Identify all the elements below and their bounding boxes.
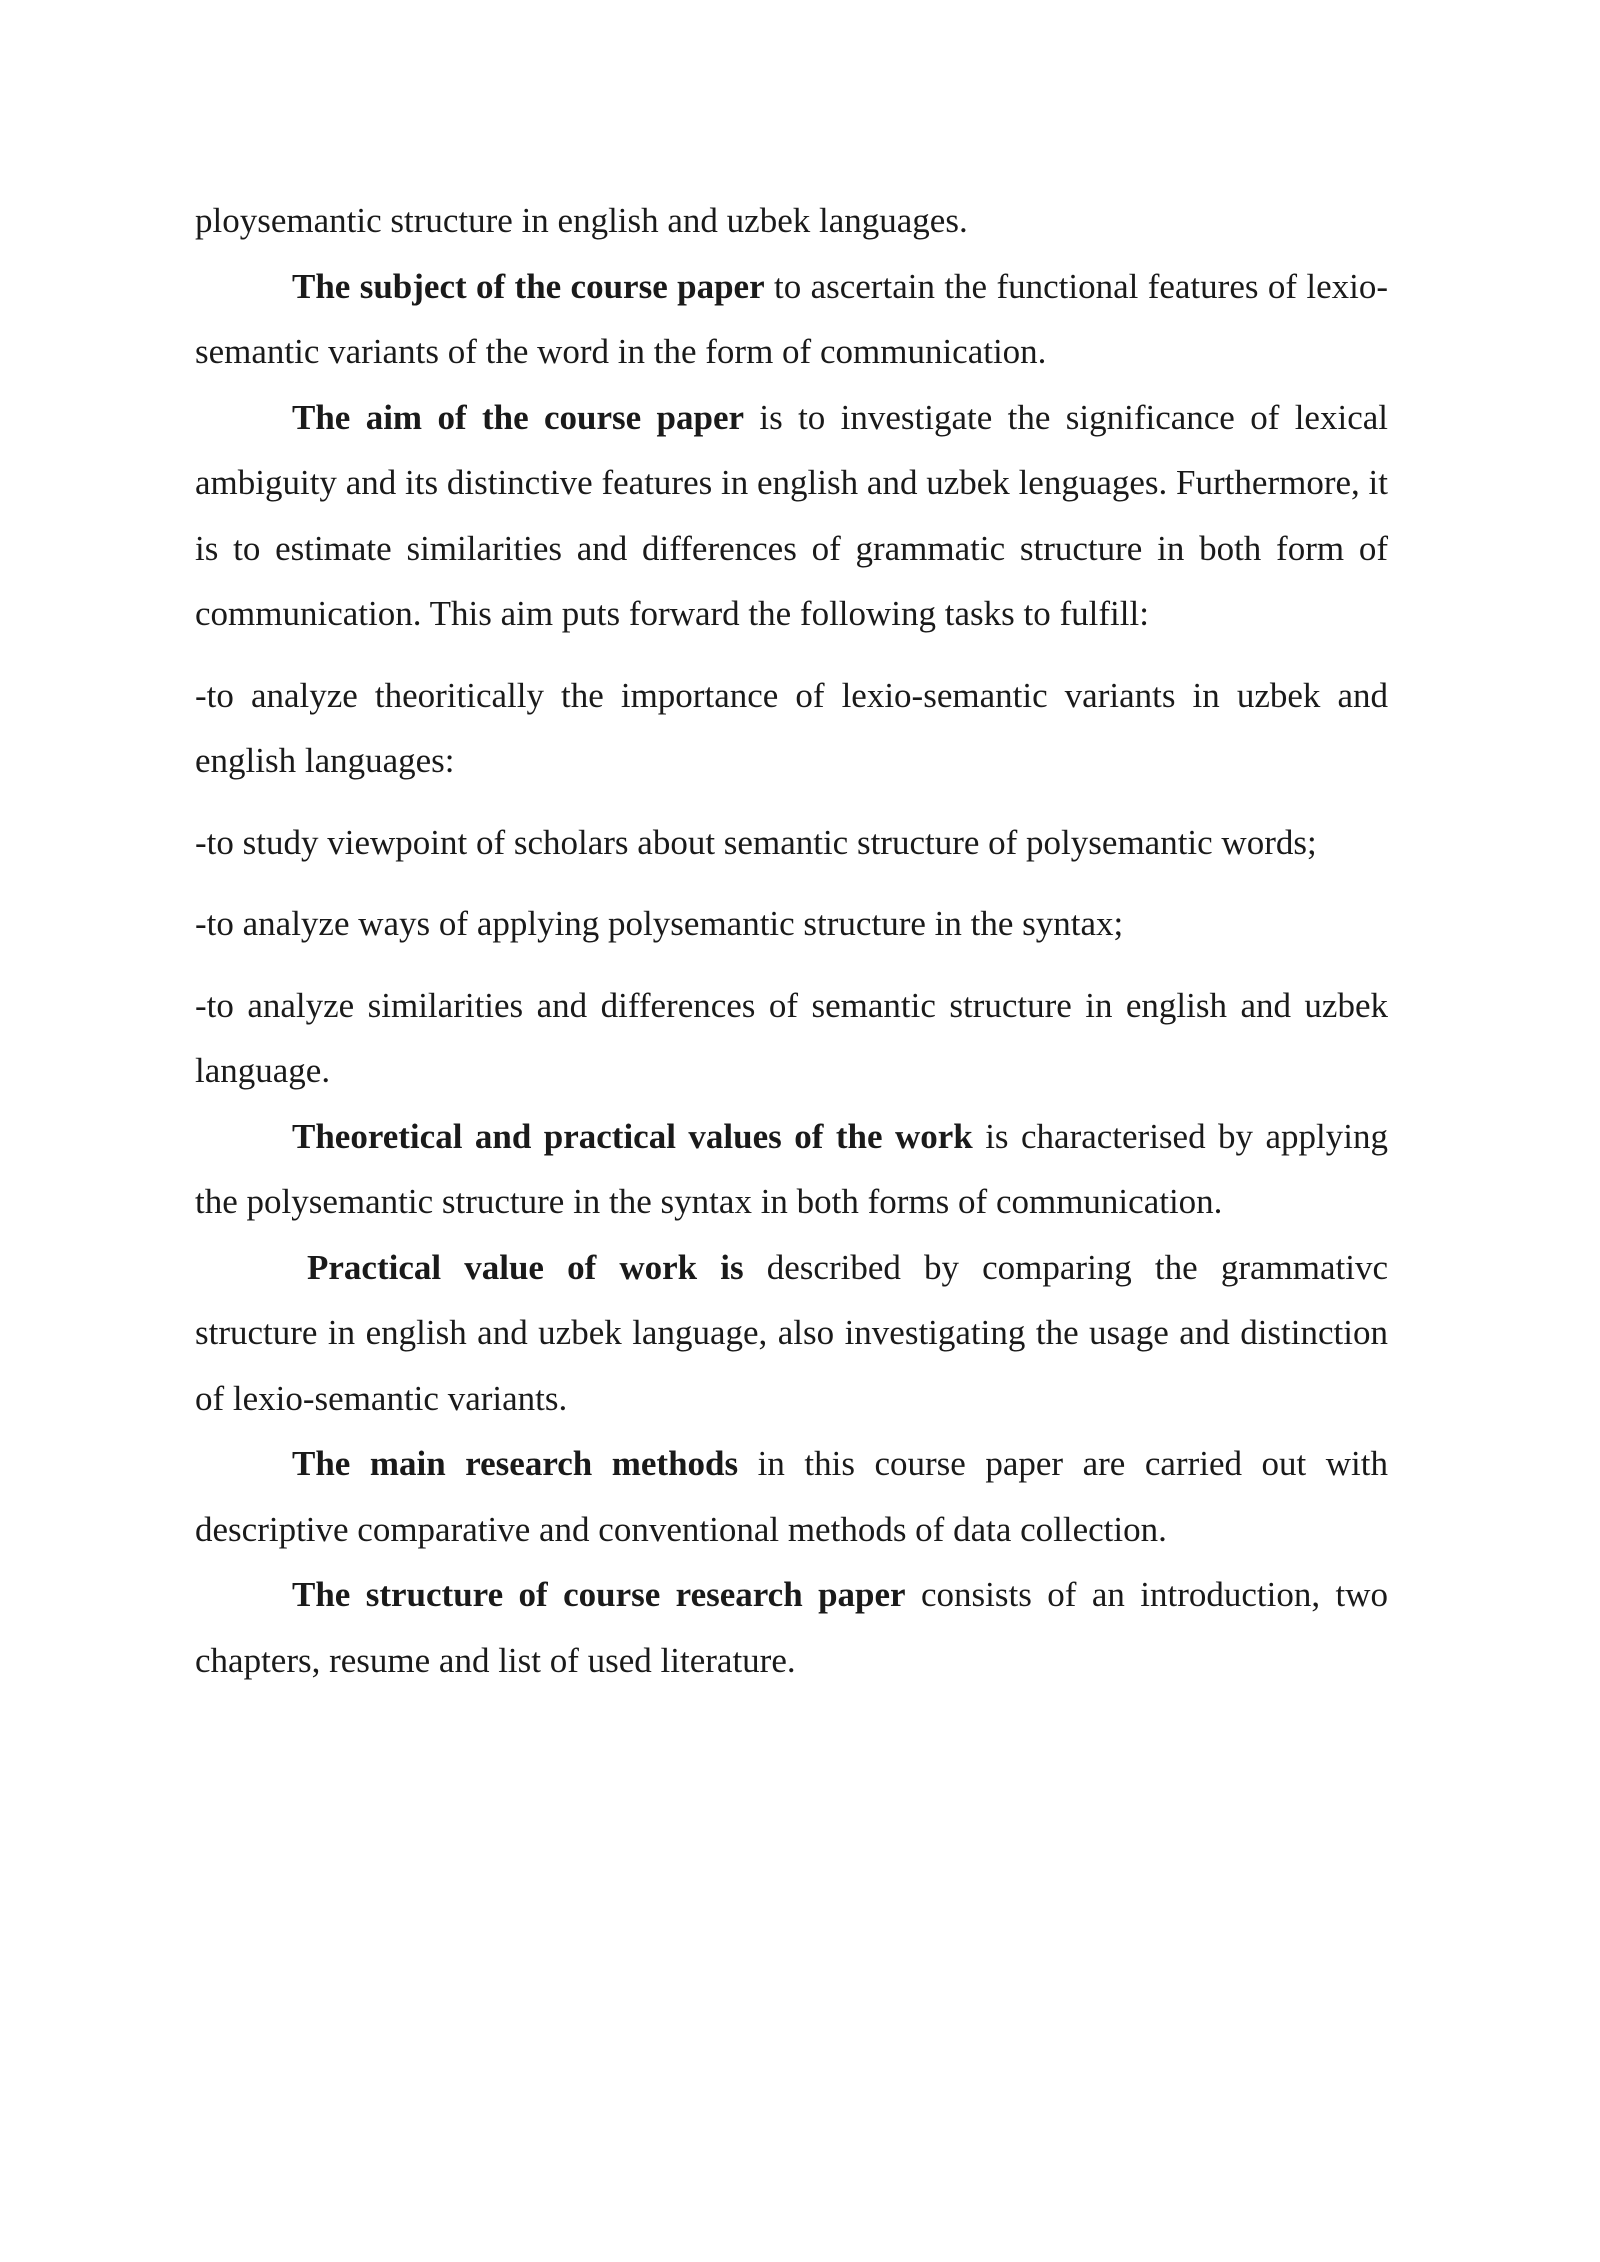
paragraph-text: described by comparing the grammativc structure in english and uzbek language, also investigating the usage and distinction of lexio-semantic variants.	[195, 1247, 1388, 1418]
paragraph-text: ploysemantic structure in english and uzbek languages.	[195, 201, 968, 240]
paragraph-practical-value	[195, 1235, 1388, 1432]
paragraph-text: to ascertain the functional features of lexio-semantic variants of the word in the form of communication.	[195, 266, 1388, 371]
paragraph-text: is to investigate the significance of lexical ambiguity and its distinctive features in english and uzbek lenguages. Furthermore, it is to estimate similarities and differences of grammatic structure in both form of communication. This aim puts forward the following tasks to fulfill:	[195, 397, 1388, 633]
paragraph-continuation	[195, 188, 1388, 254]
task-item	[195, 663, 1388, 794]
task-text: -to analyze ways of applying polysemantic structure in the syntax;	[195, 904, 1124, 943]
task-item	[195, 891, 1388, 957]
paragraph-lead: The aim of the course paper	[292, 397, 745, 437]
paragraph-lead: Practical value of work is	[307, 1247, 744, 1287]
paragraph-subject	[195, 254, 1388, 385]
paragraph-text: in this course paper are carried out with descriptive comparative and conventional methods of data collection.	[195, 1444, 1388, 1549]
paragraph-lead: Theoretical and practical values of the work	[292, 1116, 973, 1156]
paragraph-text: is characterised by applying the polysemantic structure in the syntax in both forms of communication.	[195, 1116, 1388, 1221]
paragraph-text: consists of an introduction, two chapters, resume and list of used literature.	[195, 1575, 1388, 1680]
task-text: -to analyze theoritically the importance of lexio-semantic variants in uzbek and english languages:	[195, 675, 1388, 780]
paragraph-lead: The subject of the course paper	[292, 266, 765, 306]
paragraph-structure	[195, 1562, 1388, 1693]
body-text	[195, 188, 1388, 1693]
paragraph-lead: The main research methods	[292, 1444, 739, 1483]
paragraph-methods	[195, 1431, 1388, 1562]
task-text: -to analyze similarities and differences of semantic structure in english and uzbek language.	[195, 985, 1388, 1090]
paragraph-aim	[195, 385, 1388, 647]
task-text: -to study viewpoint of scholars about semantic structure of polysemantic words;	[195, 822, 1317, 862]
paragraph-values	[195, 1104, 1388, 1235]
task-item	[195, 810, 1388, 876]
paragraph-lead: The structure of course research paper	[292, 1575, 906, 1614]
task-item	[195, 973, 1388, 1104]
